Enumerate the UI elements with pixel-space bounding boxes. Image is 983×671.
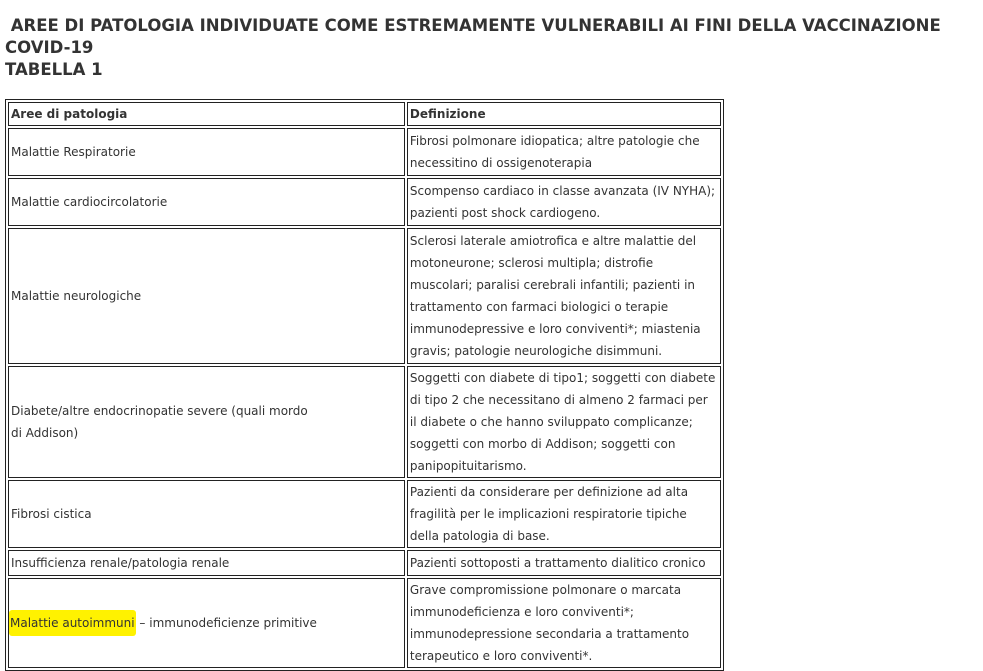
- table-row: [8, 178, 721, 226]
- row-definition: Grave compromissione polmonare o marcata immunodeficienza e loro conviventi*; immunodepressione secondaria a trattamento terapeutico e loro conviventi*.: [407, 578, 721, 668]
- row-area: [8, 578, 405, 668]
- table-row: [8, 128, 721, 176]
- row-definition: Pazienti da considerare per definizione ad alta fragilità per le implicazioni respiratorie tipiche della patologia di base.: [407, 480, 721, 548]
- title-line-1: AREE DI PATOLOGIA INDIVIDUATE COME ESTREMAMENTE VULNERABILI AI FINI DELLA VACCINAZIONE: [5, 16, 941, 35]
- row-area: Malattie neurologiche: [8, 228, 405, 364]
- row-area: Insufficienza renale/patologia renale: [8, 550, 405, 576]
- pathology-table: [5, 99, 724, 671]
- table-row: [8, 550, 721, 576]
- table-row: [8, 228, 721, 364]
- table-row: [8, 480, 721, 548]
- table-row: [8, 366, 721, 478]
- row-area: Malattie cardiocircolatorie: [8, 178, 405, 226]
- row-definition: Sclerosi laterale amiotrofica e altre malattie del motoneurone; sclerosi multipla; distrofie muscolari; paralisi cerebrali infantili; pazienti in trattamento con farmaci biologici o terapie immunodepressive e loro conviventi*; miastenia gravis; patologie neurologiche disimmuni.: [407, 228, 721, 364]
- table-header-row: [8, 102, 721, 126]
- header-definizione: Definizione: [407, 102, 721, 126]
- row-definition: Scompenso cardiaco in classe avanzata (IV NYHA); pazienti post shock cardiogeno.: [407, 178, 721, 226]
- row-area: Malattie Respiratorie: [8, 128, 405, 176]
- row-area: Diabete/altre endocrinopatie severe (quali mordo di Addison): [8, 366, 405, 478]
- row-definition: Pazienti sottoposti a trattamento dialitico cronico: [407, 550, 721, 576]
- row-area: Fibrosi cistica: [8, 480, 405, 548]
- table-row: [8, 578, 721, 668]
- row-definition: Fibrosi polmonare idiopatica; altre patologie che necessitino di ossigenoterapia: [407, 128, 721, 176]
- highlighted-text: Malattie autoimmuni: [9, 610, 136, 636]
- header-aree: Aree di patologia: [8, 102, 405, 126]
- page-title: [5, 15, 965, 81]
- title-line-3: TABELLA 1: [5, 60, 103, 79]
- row-definition: Soggetti con diabete di tipo1; soggetti con diabete di tipo 2 che necessitano di almeno 2 farmaci per il diabete o che hanno sviluppato complicanze; soggetti con morbo di Addison; soggetti con panipopituitarismo.: [407, 366, 721, 478]
- title-line-2: COVID-19: [5, 38, 94, 57]
- row-area-rest: – immunodeficienze primitive: [135, 616, 317, 630]
